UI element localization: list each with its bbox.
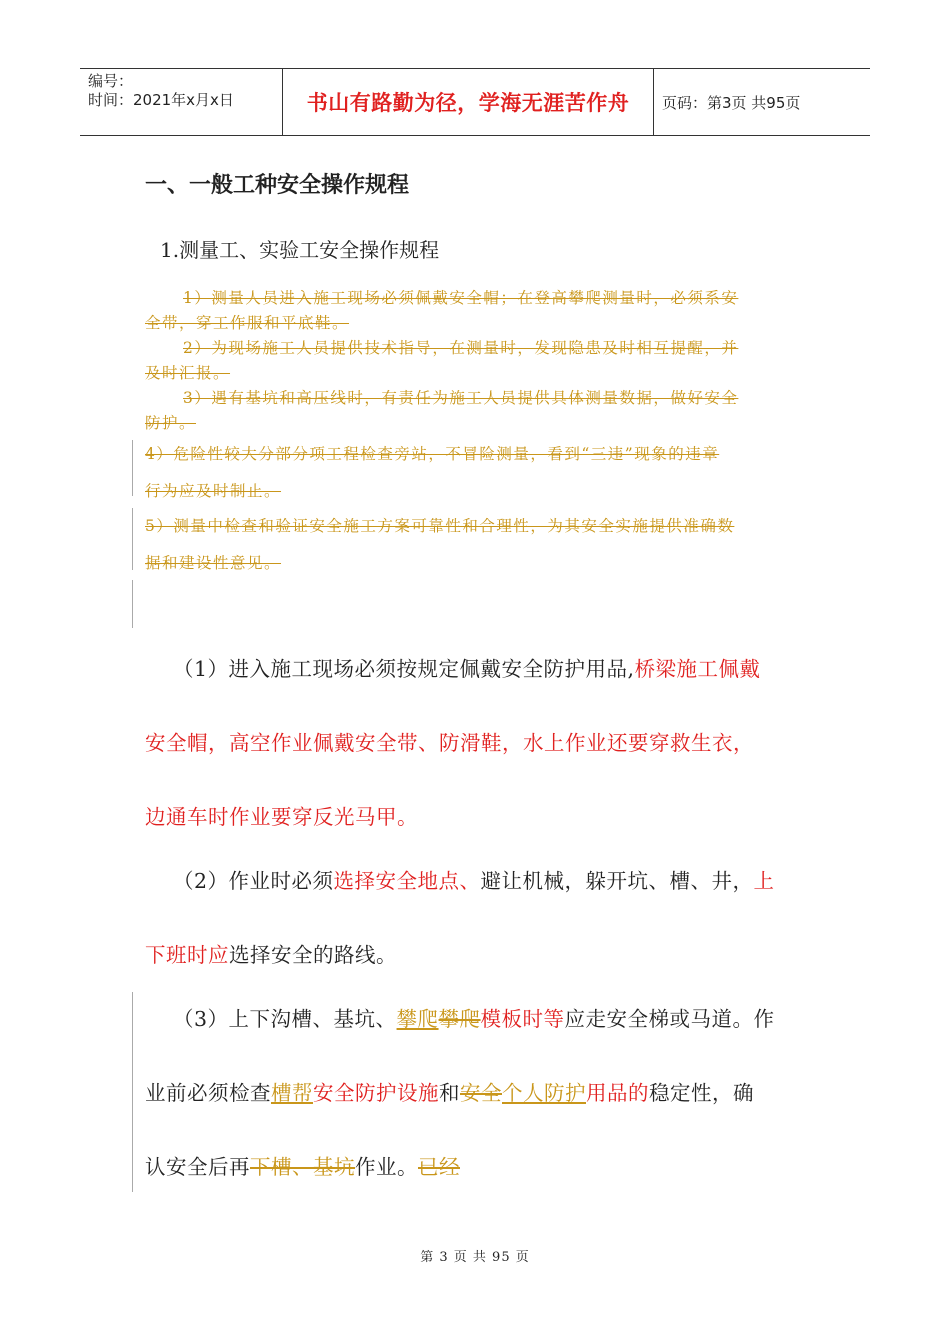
- change-bar: [132, 992, 133, 1192]
- paragraph-3: （3）上下沟槽、基坑、攀爬攀爬模板时等应走安全梯或马道。作 业前必须检查槽帮安全防护设施和安全个人防护用品的稳定性，确 认安全后再下槽、基坑作业。已经: [145, 1007, 775, 1179]
- deleted-item-3: 3）遇有基坑和高压线时，有责任为施工人员提供具体测量数据，做好安全 防护。: [145, 389, 739, 432]
- header-motto: 书山有路勤为径，学海无涯苦作舟: [306, 91, 630, 115]
- subsection-title: 1.测量工、实验工安全操作规程: [160, 238, 440, 262]
- header-meta: [80, 69, 282, 135]
- deleted-item-4: 4）危险性较大分部分项工程检查旁站，不冒险测量，看到“三违”现象的违章 行为应及时制止。: [145, 445, 720, 500]
- deleted-item-5: 5）测量中检查和验证安全施工方案可靠性和合理性，为其安全实施提供准确数 据和建设性意见。: [145, 517, 735, 572]
- serial-label: 编号：: [88, 72, 134, 90]
- change-bar: [132, 508, 133, 570]
- change-bar: [132, 580, 133, 628]
- change-bar: [132, 440, 133, 496]
- date-label: 时间：2021年x月x日: [88, 91, 234, 109]
- paragraph-1: （1）进入施工现场必须按规定佩戴安全防护用品,桥梁施工佩戴 安全帽，高空作业佩戴安全带、防滑鞋，水上作业还要穿救生衣， 边通车时作业要穿反光马甲。: [145, 657, 761, 829]
- page-footer: 第 3 页 共 95 页: [420, 1250, 530, 1265]
- section-title: 一、一般工种安全操作规程: [145, 173, 410, 198]
- paragraph-2: （2）作业时必须选择安全地点、避让机械，躲开坑、槽、井，上 下班时应选择安全的路线。: [145, 869, 775, 967]
- deleted-item-1: 1）测量人员进入施工现场必须佩戴安全帽；在登高攀爬测量时，必须系安 全带，穿工作服和平底鞋。: [145, 289, 739, 332]
- header-page-info: 页码：第3页 共95页: [662, 93, 801, 112]
- header-motto-cell: [282, 69, 654, 135]
- deleted-item-2: 2）为现场施工人员提供技术指导，在测量时，发现隐患及时相互提醒，并 及时汇报。: [145, 339, 739, 382]
- page-header: [80, 68, 870, 136]
